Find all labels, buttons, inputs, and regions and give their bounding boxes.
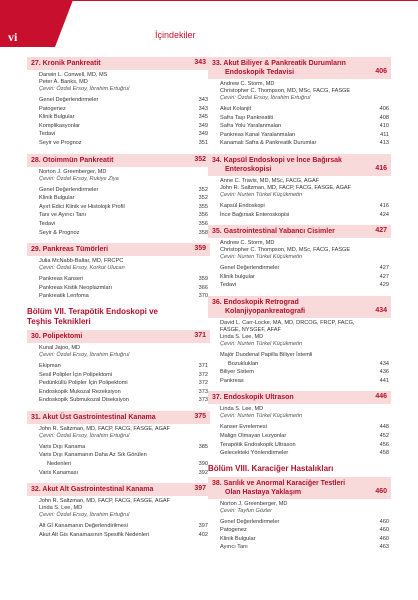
entry-title: İnce Bağırsak Enteroskopisi [220, 211, 290, 218]
chapter-page: 352 [194, 155, 206, 163]
toc-block [208, 296, 391, 385]
entry-page: 351 [198, 139, 208, 146]
chapter-heading [208, 57, 391, 79]
entry-page: 452 [379, 432, 389, 439]
chapter-heading-row [212, 156, 387, 165]
entry-title: Pankreas [220, 377, 244, 384]
entry-title: Bozuklukları [228, 360, 259, 367]
chapter-heading-row [31, 59, 206, 68]
entry-title: Pankreas Kanseri [39, 276, 84, 283]
entry-page: 366 [198, 284, 208, 291]
toc-entry [27, 388, 210, 397]
entry-page: 343 [198, 105, 208, 112]
translator-line: Çeviri: Nurten Türkel Küçükmetin [220, 254, 303, 261]
entry-page: 460 [379, 518, 389, 525]
toc-block [27, 483, 210, 539]
chapter-heading [208, 154, 391, 176]
entry-title: Tedavi [220, 282, 237, 289]
page-number: vi [8, 30, 18, 44]
chapter-heading-row [212, 479, 387, 488]
entry-page: 349 [198, 131, 208, 138]
toc-block [27, 330, 210, 405]
chapter-title-cont: Olan Hastaya Yaklaşım [225, 488, 302, 496]
entry-title: Klinik Bulgular [220, 535, 256, 542]
entry-title: Genel Değerlendirmeler [39, 97, 99, 103]
chapter-heading-row [212, 298, 387, 307]
toc-entry [27, 113, 210, 122]
chapter-heading [208, 225, 391, 238]
entry-title: Klinik Bulgular [39, 195, 75, 202]
chapter-title: 35. Gastrointestinal Yabancı Cisimler [212, 228, 335, 236]
entry-page: 411 [380, 131, 389, 138]
toc-entry [27, 292, 210, 301]
toc-entry [208, 114, 391, 123]
author-line: Julia McNabb-Baltar, MD, FRCPC [39, 258, 124, 265]
chapter-heading-row-2 [212, 307, 387, 316]
entry-title: Ayırıcı Tanı [220, 544, 248, 551]
chapter-heading-row [31, 413, 206, 422]
entry-title: Pankreatik Lenfoma [39, 293, 89, 300]
entry-page: 436 [379, 369, 389, 376]
toc-entry [208, 264, 391, 273]
chapter-title: 31. Akut Üst Gastrointestinal Kanama [31, 413, 156, 421]
toc-entry [208, 139, 391, 148]
author-line: John R. Saltzman, MD, FACP, FACG, FASGE, AGAF [39, 498, 171, 505]
toc-entry [208, 105, 391, 114]
toc-entry [27, 96, 210, 105]
toc-block [208, 154, 391, 219]
entry-page: 370 [198, 293, 208, 300]
page-header [0, 0, 418, 47]
chapter-title: 37. Endoskopik Ultrason [212, 394, 294, 402]
entry-page: 416 [379, 202, 389, 209]
toc-left-column [27, 57, 210, 545]
entry-page: 427 [379, 265, 389, 272]
chapter-page: 371 [194, 331, 206, 339]
toc-entry [208, 281, 391, 290]
entry-title: Genel Değerlendirmeler [39, 186, 99, 193]
author-line: John R. Saltzman, MD, FACP, FACG, FASGE, AGAF [39, 425, 171, 432]
entry-page: 385 [198, 443, 208, 450]
toc-right-column [208, 57, 391, 558]
chapter-page: 406 [375, 68, 387, 75]
entry-title: Endoskopik Mukozal Rezeksiyon [39, 388, 121, 395]
toc-entry [208, 377, 391, 386]
entry-page: 413 [379, 140, 389, 147]
toc-block [27, 411, 210, 477]
author-line: John R. Saltzman, MD, FACP, FACG, FASGE, AGAF [220, 184, 352, 191]
author-line: Andrew C. Storm, MD [220, 81, 275, 87]
toc-entry [27, 220, 210, 229]
toc-entry [27, 371, 210, 380]
toc-block [27, 243, 210, 301]
entry-page: 372 [198, 371, 208, 378]
author-line: FASGE, NYSGEF, AFAF [220, 326, 281, 333]
entry-page: 390 [198, 461, 208, 468]
translator-line: Çeviri: Nurten Türkel Küçükmetin [220, 413, 303, 420]
running-title: İçindekiler [155, 30, 196, 40]
entry-title: Sesil Polipler İçin Polipektomi [39, 371, 113, 378]
entry-page: 345 [198, 114, 208, 121]
section-heading: Bölüm VII. Terapötik Endoskopi ve Teşhis Teknikleri [27, 306, 158, 326]
chapter-page: 359 [194, 245, 206, 253]
author-line: David L. Carr-Locke, MA, MD, DRCOG, FRCP, FACG, [220, 319, 355, 326]
entry-title: Biliyer Sistem [220, 369, 254, 376]
entry-title: Varis Kanaması [39, 469, 79, 476]
entry-title: Tanı ve Ayırıcı Tanı [39, 212, 87, 219]
entry-page: 343 [198, 97, 208, 103]
toc-entry [208, 131, 391, 140]
entry-title: Kanamalı Safra & Pankreatik Durumlar [220, 140, 317, 147]
entry-page: 456 [379, 441, 389, 448]
entry-title: Terapötik Endoskopik Ultrason [220, 441, 296, 448]
entry-title: Seyir ve Prognoz [39, 139, 82, 146]
toc-entry [27, 522, 210, 531]
translator-line: Çeviri: Nurten Türkel Küçükmetin [220, 191, 303, 198]
entry-title: Malign Olmayan Lezyonlar [220, 432, 287, 439]
toc-entry [208, 535, 391, 544]
chapter-title: 28. Otoimmün Pankreatit [31, 156, 114, 164]
entry-title: Pankreas Kistik Neoplazmları [39, 284, 113, 291]
toc-entry [27, 139, 210, 148]
entry-page: 397 [198, 523, 208, 530]
entry-title: Safra Taşı Pankreatiti [220, 114, 274, 121]
toc-entry [208, 122, 391, 131]
entry-page: 359 [198, 276, 208, 283]
chapter-heading-row [31, 485, 206, 494]
translator-line: Çeviri: Özdal Ersoy, İbrahim Ertuğrul [39, 512, 130, 519]
toc-entry [27, 362, 210, 371]
chapter-page: 397 [194, 485, 206, 493]
entry-page: 358 [198, 229, 208, 236]
entry-title: Kapsül Endoskopi [220, 202, 265, 209]
entry-page: 408 [379, 114, 389, 121]
chapter-heading [27, 154, 210, 167]
entry-page: 458 [379, 450, 389, 457]
chapter-page: 375 [194, 412, 206, 420]
entry-page: 372 [198, 380, 208, 387]
entry-page: 402 [198, 531, 208, 538]
toc-entry [208, 273, 391, 282]
toc-entry [208, 518, 391, 527]
entry-page: 356 [198, 212, 208, 219]
entry-page: 392 [198, 469, 208, 476]
entry-title: Majör Duodenal Papilla Biliyer İstemli [220, 351, 313, 358]
entry-page: 356 [198, 220, 208, 227]
header-notch [55, 0, 73, 47]
toc-entry [27, 469, 210, 478]
chapter-page: 460 [375, 487, 387, 495]
translator-line: Çeviri: Özdal Ersoy, İbrahim Ertuğrul [39, 351, 130, 358]
entry-title: Ekipman [39, 362, 61, 369]
section-heading: Bölüm VIII. Karaciğer Hastalıkları [208, 463, 334, 473]
chapter-heading-row [212, 59, 387, 68]
author-line: Linda S. Lee, MD [220, 333, 264, 340]
toc-entry [208, 526, 391, 535]
entry-title: Alt Gİ Kanamanın Değerlendirilmesi [39, 523, 128, 530]
entry-page: 427 [379, 273, 389, 280]
chapter-title: 32. Akut Alt Gastrointestinal Kanama [31, 486, 154, 494]
translator-line: Çeviri: Özdal Ersoy, İbrahim Ertuğrul [220, 95, 311, 101]
toc-block [27, 57, 210, 148]
chapter-page: 446 [375, 393, 387, 401]
toc-entry [27, 379, 210, 388]
chapter-heading [208, 296, 391, 318]
entry-title: Tedavi [39, 131, 56, 138]
chapter-heading-row [212, 393, 387, 402]
translator-line: Çeviri: Tayfun Gözler [220, 507, 273, 514]
entry-title: Klinik Bulgular [39, 114, 75, 121]
author-line: Linda S. Lee, MD [39, 505, 83, 512]
entry-title: Endoskopik Submukozal Diseksiyon [39, 397, 129, 404]
toc-entry [208, 449, 391, 458]
author-line: Linda S. Lee, MD [220, 406, 264, 413]
entry-page: 355 [198, 203, 208, 210]
toc-block [208, 57, 391, 148]
toc-entry [27, 531, 210, 540]
chapter-title: 29. Pankreas Tümörleri [31, 246, 109, 254]
toc-block [208, 391, 391, 457]
chapter-page: 343 [194, 59, 206, 66]
toc-entry [208, 543, 391, 552]
toc-entry [208, 423, 391, 432]
entry-title: Safra Yolu Yaralanmaları [220, 123, 282, 130]
entry-title: Seyir & Prognoz [39, 229, 80, 236]
chapter-title-cont: Endoskopik Tedavisi [225, 69, 295, 76]
entry-title: Nedenleri [47, 461, 71, 468]
toc-entry [27, 186, 210, 195]
toc-entry [208, 360, 391, 369]
chapter-heading-row [31, 156, 206, 165]
chapter-title: 33. Akut Biliyer & Pankreatik Durumların [212, 60, 346, 67]
chapter-heading-row-2 [212, 488, 387, 497]
toc-block [27, 154, 210, 238]
toc-entry [27, 443, 210, 452]
author-line: Kunal Jajoo, MD [39, 344, 81, 351]
entry-page: 434 [379, 360, 389, 367]
toc-entry [27, 275, 210, 284]
toc-block [208, 477, 391, 552]
entry-page: 371 [198, 362, 208, 369]
chapter-heading-row [31, 332, 206, 341]
chapter-page: 434 [375, 306, 387, 314]
entry-title: Tedavi [39, 220, 56, 227]
chapter-title: 34. Kapsül Endoskopi ve İnce Bağırsak [212, 156, 342, 164]
toc-entry [27, 451, 210, 460]
chapter-heading-row-2 [212, 68, 387, 77]
toc-entry [208, 368, 391, 377]
translator-line: Çeviri: Özdal Ersoy, İbrahim Ertuğrul [39, 86, 130, 92]
header-rule [70, 0, 418, 1]
chapter-heading-row [31, 245, 206, 254]
toc-entry [208, 211, 391, 220]
chapter-heading [27, 411, 210, 424]
chapter-heading [27, 243, 210, 256]
chapter-heading [208, 477, 391, 499]
chapter-heading-row-2 [212, 165, 387, 174]
translator-line: Çeviri: Özdal Ersoy, Rukiye Ziya [39, 175, 119, 182]
entry-title: Varis Dışı Kanamanın Daha Az Sık Görülen [39, 452, 147, 459]
toc-entry [27, 211, 210, 220]
author-line: Darwin L. Conwell, MD, MS [39, 72, 108, 78]
entry-page: 373 [198, 388, 208, 395]
translator-line: Çeviri: Nurten Türkel Küçükmetin [220, 340, 303, 347]
toc-entry [27, 122, 210, 131]
chapter-title: 30. Polipektomi [31, 332, 83, 340]
toc-entry [27, 284, 210, 293]
chapter-heading [27, 483, 210, 496]
entry-page: 352 [198, 195, 208, 202]
entry-page: 424 [379, 211, 389, 218]
entry-title: Klinik bulgular [220, 273, 255, 280]
toc-entry [27, 130, 210, 139]
entry-title: Gelecekteki Yönlendirmeler [220, 450, 289, 457]
entry-page: 448 [379, 424, 389, 431]
toc-entry [208, 432, 391, 441]
author-line: Christopher C. Thompson, MD, MSc, FACG, FASGE [220, 247, 351, 254]
chapter-title: 36. Endoskopik Retrograd [212, 298, 299, 306]
chapter-title-cont: Enteroskopisi [225, 165, 272, 173]
toc-entry [27, 229, 210, 238]
toc-entry [27, 396, 210, 405]
chapter-title-cont: Kolanjiyopankreatografi [225, 307, 306, 315]
entry-title: Komplikasyonlar [39, 122, 81, 129]
entry-page: 410 [379, 123, 389, 130]
toc-entry [208, 351, 391, 360]
chapter-heading [27, 57, 210, 70]
entry-title: Varis Dışı Kanama [39, 443, 86, 450]
entry-page: 406 [379, 106, 389, 112]
entry-title: Genel Değerlendirmeler [220, 518, 280, 525]
entry-title: Kanser Evrelemesi [220, 424, 267, 431]
entry-page: 352 [198, 186, 208, 193]
entry-page: 460 [379, 535, 389, 542]
chapter-heading-row [212, 227, 387, 236]
entry-title: Akut Alt Gis Kanamasının Spesifik Nedenleri [39, 531, 150, 538]
entry-page: 441 [379, 377, 389, 384]
author-line: Christopher C. Thompson, MD, MSc, FACG, FASGE [220, 88, 351, 94]
entry-title: Pankreas Kanal Yaralanmaları [220, 131, 296, 138]
toc-entry [27, 194, 210, 203]
author-line: Andrew C. Storm, MD [220, 240, 275, 247]
toc-entry [27, 105, 210, 114]
translator-line: Çeviri: Özdal Ersoy, Korkut Ulucan [39, 265, 125, 272]
entry-page: 460 [379, 527, 389, 534]
entry-title: Genel Değerlendirmeler [220, 265, 280, 272]
chapter-title: 38. Sarılık ve Anormal Karaciğer Testleri [212, 479, 346, 487]
entry-title: Patogenez [220, 527, 247, 534]
toc-block [208, 225, 391, 290]
entry-page: 349 [198, 122, 208, 129]
chapter-page: 416 [375, 164, 387, 172]
entry-page: 373 [198, 397, 208, 404]
entry-title: Patogenez [39, 105, 66, 112]
entry-title: Pedünküllü Polipler İçin Polipektomi [39, 380, 128, 387]
author-line: Norton J. Greenberger, MD [39, 168, 107, 175]
author-line: Anne C. Travis, MD, MSc, FACG, AGAF [220, 177, 320, 184]
translator-line: Çeviri: Özdal Ersoy, İbrahim Ertuğrul [39, 432, 130, 439]
chapter-heading [27, 330, 210, 343]
entry-page: 429 [379, 282, 389, 289]
chapter-title: 27. Kronik Pankreatit [31, 60, 101, 67]
toc-entry [208, 441, 391, 450]
entry-page: 463 [379, 544, 389, 551]
author-line: Norton J. Greenberger, MD [220, 500, 288, 507]
toc-entry [208, 202, 391, 211]
author-line: Peter A. Banks, MD [39, 79, 88, 85]
entry-title: Ayırt Edici Klinik ve Histolojik Profil [39, 203, 125, 210]
chapter-heading [208, 391, 391, 404]
entry-page [389, 351, 391, 360]
entry-title: Akut Kolanjit [220, 106, 252, 112]
toc-entry [27, 460, 210, 469]
chapter-page: 427 [375, 227, 387, 235]
toc-entry [27, 203, 210, 212]
